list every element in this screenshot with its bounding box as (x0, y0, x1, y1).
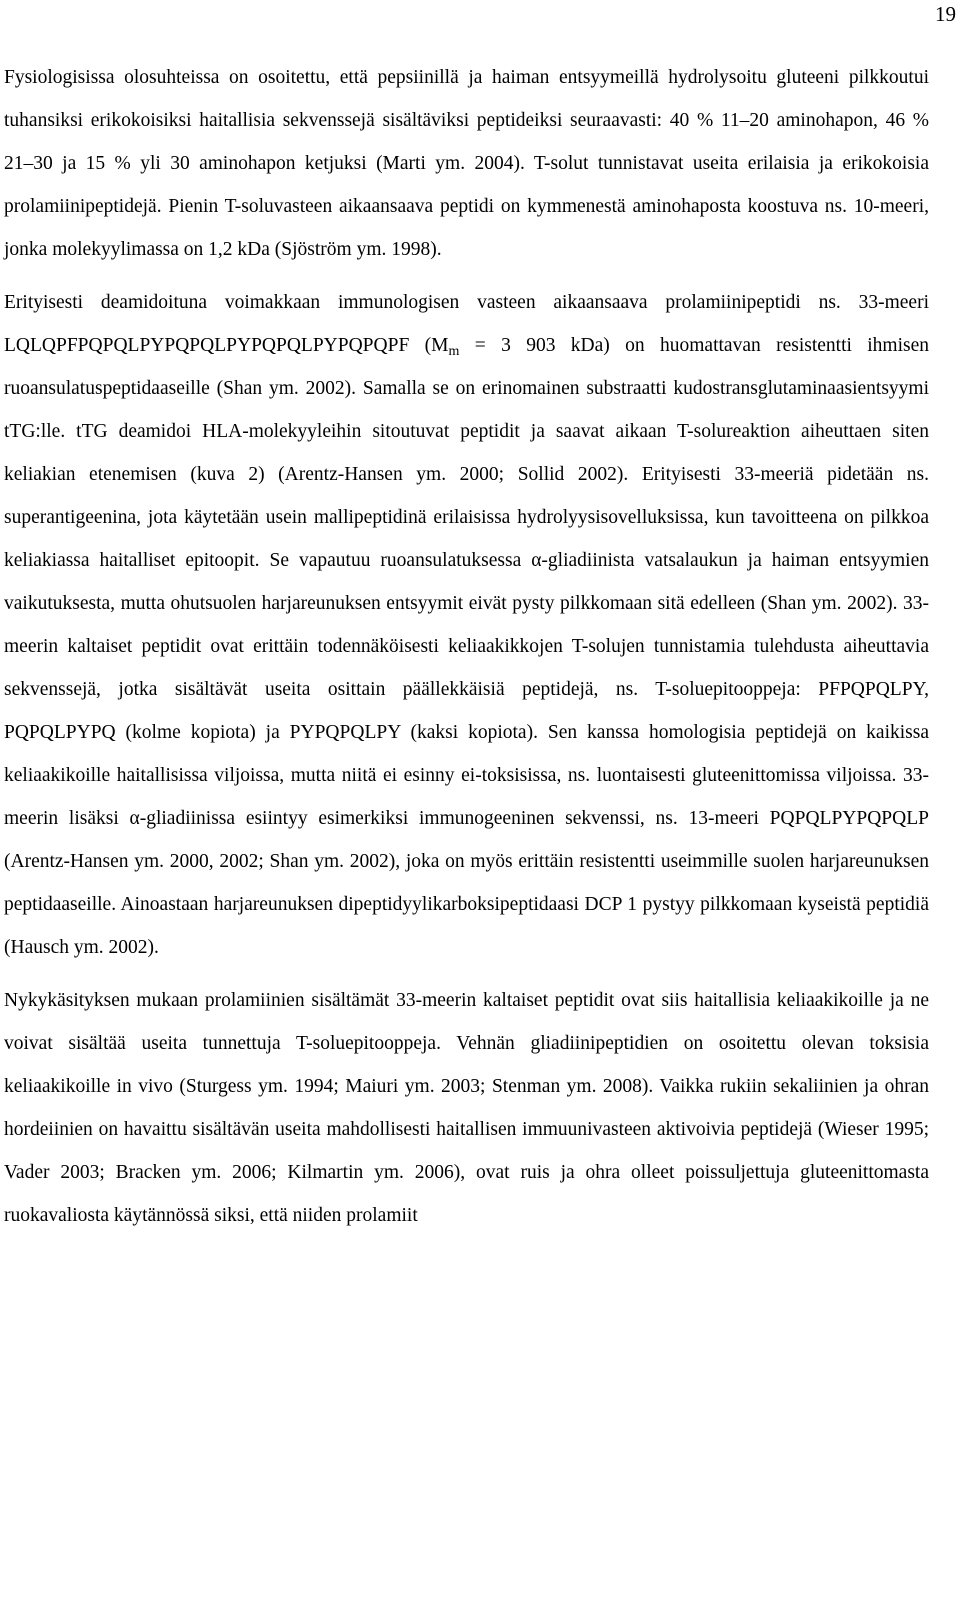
paragraph-3: Nykykäsityksen mukaan prolamiinien sisältämät 33-meerin kaltaiset peptidit ovat siis haitallisia keliaakikoille ja ne voivat sisältää useita tunnettuja T-soluepitooppeja. Vehnän gliadiinipeptidien on osoitettu olevan toksisia keliaakikoille in vivo (Sturgess ym. 1994; Maiuri ym. 2003; Stenman ym. 2008). Vaikka rukiin sekaliinien ja ohran hordeiinien on havaittu sisältävän useita mahdollisesti haitallisen immuunivasteen aktivoivia peptidejä (Wieser 1995; Vader 2003; Bracken ym. 2006; Kilmartin ym. 2006), ovat ruis ja ohra olleet poissuljettuja gluteenittomasta ruokavaliosta käytännössä siksi, että niiden prolamiit (4, 990, 929, 1226)
page-number: 19 (935, 2, 956, 26)
subscript-m: m (448, 344, 460, 359)
document-body (4, 56, 929, 1237)
paragraph-2-text-after: = 3 903 kDa) on huomattavan resistentti ihmisen ruoansulatuspeptidaaseille (Shan ym. 2002). Samalla se on erinomainen substraatti kudostransglutaminaasientsyymi tTG:lle. tTG deamidoi HLA-molekyyleihin sitoutuvat peptidit ja saavat aikaan T-solureaktion aiheuttaen siten keliakian etenemisen (kuva 2) (Arentz-Hansen ym. 2000; Sollid 2002). Erityisesti 33-meeriä pidetään ns. superantigeenina, jota käytetään usein mallipeptidinä erilaisissa hydrolyysisovelluksissa, kun tavoitteena on pilkkoa keliakiassa haitalliset epitoopit. Se vapautuu ruoansulatuksessa α-gliadiinista vatsalaukun ja haiman entsyymien vaikutuksesta, mutta ohutsuolen harjareunuksen entsyymit eivät pysty pilkkomaan sitä edelleen (Shan ym. 2002). 33-meerin kaltaiset peptidit ovat erittäin todennäköisesti keliaakikkojen T-solujen tunnistamia tulehdusta aiheuttavia sekvenssejä, jotka sisältävät useita osittain päällekkäisiä peptidejä, ns. T-soluepitooppeja: PFPQPQLPY, PQPQLPYPQ (kolme kopiota) ja PYPQPQLPY (kaksi kopiota). Sen kanssa homologisia peptidejä on kaikissa keliaakikoille haitallisissa viljoissa, mutta niitä ei esinny ei-toksisissa, ns. luontaisesti gluteenittomissa viljoissa. 33-meerin lisäksi α-gliadiinissa esiintyy esimerkiksi immunogeeninen sekvenssi, ns. 13-meeri PQPQLPYPQPQLP (Arentz-Hansen ym. 2000, 2002; Shan ym. 2002), joka on myös erittäin resistentti useimmille suolen harjareunuksen peptidaaseille. Ainoastaan harjareunuksen dipeptidyylikarboksipeptidaasi DCP 1 pystyy pilkkomaan kyseistä peptidiä (Hausch ym. 2002). (4, 335, 930, 958)
paragraph-1: Fysiologisissa olosuhteissa on osoitettu, että pepsiinillä ja haiman entsyymeillä hydrolysoitu gluteeni pilkkoutui tuhansiksi erikokoisiksi haitallisia sekvenssejä sisältäviksi peptideiksi seuraavasti: 40 % 11–20 aminohapon, 46 % 21–30 ja 15 % yli 30 aminohapon ketjuksi (Marti ym. 2004). T-solut tunnistavat useita erilaisia ja erikokoisia prolamiinipeptidejä. Pienin T-soluvasteen aikaansaava peptidi on kymmenestä aminohaposta koostuva ns. 10-meeri, jonka molekyylimassa on 1,2 kDa (Sjöström ym. 1998). (4, 67, 929, 260)
paragraph-2-text-before: Erityisesti deamidoituna voimakkaan immunologisen vasteen aikaansaava prolamiinipeptidi ns. 33-meeri LQLQPFPQPQLPYPQPQLPYPQPQLPYPQPQPF (M (4, 292, 929, 356)
paragraph-2 (4, 281, 929, 969)
